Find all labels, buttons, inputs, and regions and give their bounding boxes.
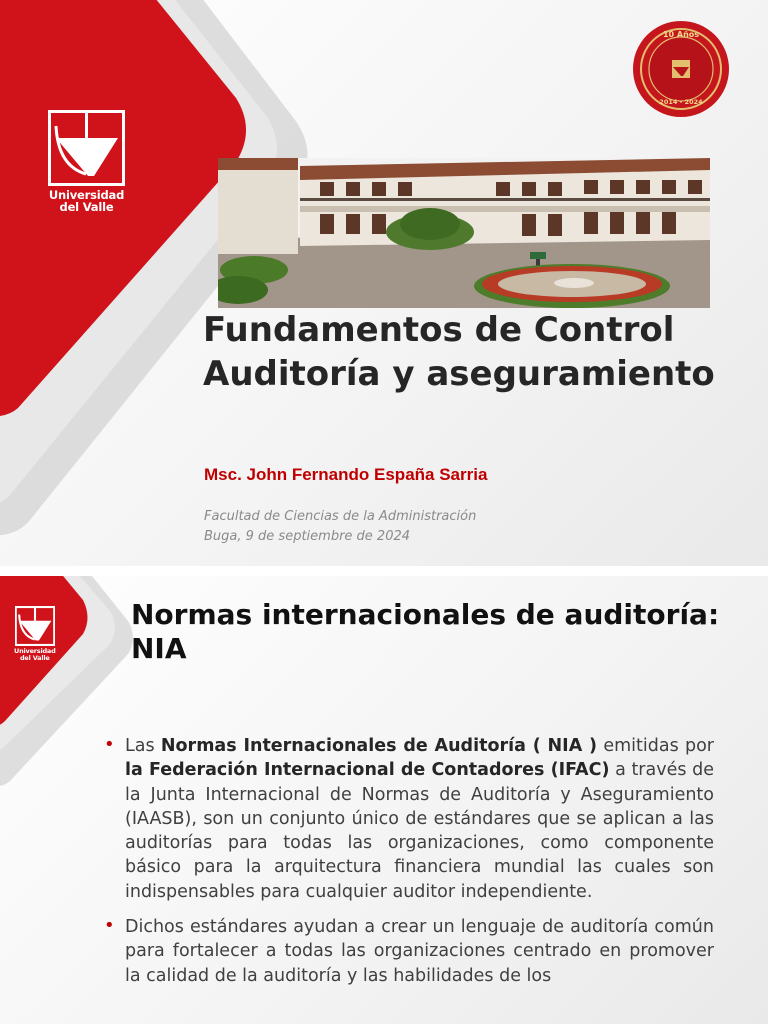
slide-separator (0, 566, 768, 576)
bullet-text: a través de la Junta Internacional de Normas de Auditoría y Aseguramiento (IAASB), son un conjunto único de estándares que se aplican a las auditorías para todas las organizaciones, como componente básico para la arquitectura financiera mundial las cuales son indispensables para cualquier auditor independiente. (125, 760, 714, 902)
bullet-list (104, 734, 714, 999)
seal-years: 2014 - 2024 (659, 98, 703, 106)
place-date-text: Buga, 9 de septiembre de 2024 (204, 529, 411, 544)
content-slide (0, 576, 768, 1024)
list-item (104, 734, 714, 904)
logo-text (14, 648, 56, 662)
seal-top-text: 10 Años (662, 30, 700, 39)
university-logo (14, 606, 56, 662)
presentation-title: Fundamentos de Control Auditoría y aseguramiento (203, 310, 715, 394)
bullet-dot-icon: • (104, 915, 115, 937)
bullet-bold-ifac: la Federación Internacional de Contadores (IFAC) (125, 760, 610, 781)
univalle-logo-icon (15, 606, 55, 646)
logo-text (49, 189, 124, 213)
univalle-logo-icon (48, 110, 125, 186)
logo-line-2: del Valle (19, 653, 50, 662)
bullet-text: emitidas por (597, 736, 714, 756)
bullet-text: Las (125, 736, 161, 756)
logo-line-1: Universidad (14, 647, 56, 655)
faculty-text: Facultad de Ciencias de la Administración (204, 509, 477, 524)
presentation-meta (204, 507, 476, 547)
bullet-dot-icon: • (104, 734, 115, 755)
presenter-name: Msc. John Fernando España Sarria (204, 465, 488, 484)
logo-line-1: Universidad (48, 188, 125, 202)
slide-title: Normas internacionales de auditoría: NIA (131, 598, 720, 665)
list-item (104, 915, 714, 988)
logo-line-2: del Valle (59, 200, 114, 215)
bullet-text: Dichos estándares ayudan a crear un lenguaje de auditoría común para fortalecer a todas las organizaciones centrado en promover la calidad de la auditoría y las habilidades de los (125, 917, 714, 986)
university-logo (48, 110, 125, 213)
campus-photo (218, 158, 710, 308)
bullet-bold-nia: Normas Internacionales de Auditoría ( NIA ) (160, 736, 598, 756)
